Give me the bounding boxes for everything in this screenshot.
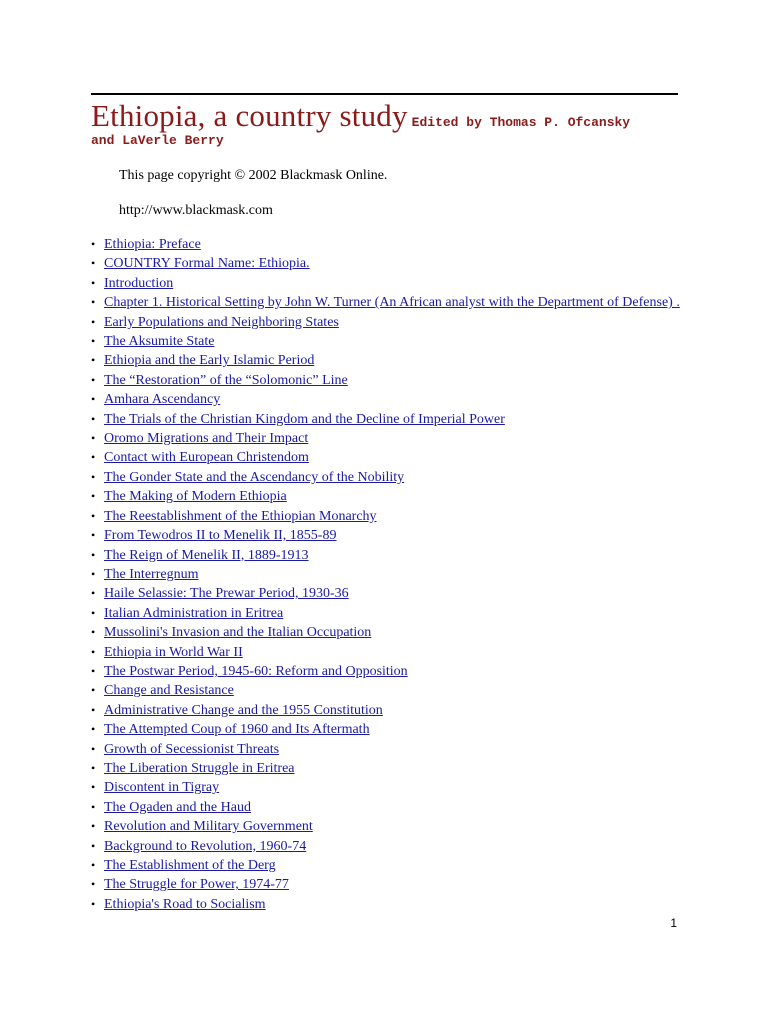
toc-link[interactable]: The Making of Modern Ethiopia: [104, 489, 287, 505]
document-title: Ethiopia, a country study: [91, 98, 408, 133]
bullet-icon: •: [91, 547, 96, 562]
copyright-notice: This page copyright © 2002 Blackmask Online.: [119, 168, 388, 183]
list-item: [91, 332, 681, 351]
toc-link[interactable]: The Struggle for Power, 1974-77: [104, 877, 289, 893]
bullet-icon: •: [91, 722, 96, 737]
toc-link[interactable]: Growth of Secessionist Threats: [104, 741, 280, 757]
toc-link[interactable]: Introduction: [104, 275, 174, 291]
toc-link[interactable]: The “Restoration” of the “Solomonic” Line: [104, 372, 348, 388]
bullet-icon: •: [91, 431, 96, 446]
toc-link[interactable]: The Trials of the Christian Kingdom and the Decline of Imperial Power: [104, 411, 505, 427]
list-item: [91, 565, 681, 584]
list-item: [91, 274, 681, 293]
document-title-block: [91, 100, 691, 147]
website-url: http://www.blackmask.com: [119, 203, 273, 218]
list-item: [91, 351, 681, 370]
bullet-icon: •: [91, 741, 96, 756]
bullet-icon: •: [91, 411, 96, 426]
list-item: [91, 701, 681, 720]
list-item: [91, 643, 681, 662]
bullet-icon: •: [91, 392, 96, 407]
list-item: [91, 546, 681, 565]
toc-link[interactable]: From Tewodros II to Menelik II, 1855-89: [104, 528, 337, 544]
list-item: [91, 662, 681, 681]
bullet-icon: •: [91, 314, 96, 329]
bullet-icon: •: [91, 760, 96, 775]
list-item: [91, 293, 681, 312]
list-item: [91, 235, 681, 254]
list-item: [91, 798, 681, 817]
bullet-icon: •: [91, 819, 96, 834]
toc-link[interactable]: Ethiopia and the Early Islamic Period: [104, 353, 315, 369]
bullet-icon: •: [91, 858, 96, 872]
list-item: [91, 487, 681, 506]
toc-link[interactable]: Haile Selassie: The Prewar Period, 1930-36: [104, 586, 349, 602]
toc-link[interactable]: Ethiopia's Road to Socialism: [104, 896, 266, 912]
bullet-icon: •: [91, 663, 96, 678]
bullet-icon: •: [91, 528, 96, 543]
editors-line-1: Edited by Thomas P. Ofcansky: [411, 115, 631, 130]
toc-link[interactable]: The Interregnum: [104, 566, 199, 582]
toc-link[interactable]: Mussolini's Invasion and the Italian Occupation: [104, 625, 372, 641]
list-item: [91, 526, 681, 545]
list-item: [91, 371, 681, 390]
toc-link[interactable]: The Aksumite State: [104, 334, 215, 350]
list-item: [91, 448, 681, 467]
bullet-icon: •: [91, 372, 96, 387]
top-horizontal-rule: [91, 93, 678, 95]
bullet-icon: •: [91, 353, 96, 368]
toc-link[interactable]: Ethiopia: Preface: [104, 237, 201, 252]
list-item: [91, 875, 681, 894]
toc-link[interactable]: Amhara Ascendancy: [104, 392, 221, 408]
bullet-icon: •: [91, 896, 96, 911]
list-item: [91, 429, 681, 448]
bullet-icon: •: [91, 469, 96, 484]
list-item: [91, 837, 681, 856]
toc-link[interactable]: The Postwar Period, 1945-60: Reform and Opposition: [104, 663, 408, 679]
list-item: [91, 759, 681, 778]
list-item: [91, 681, 681, 700]
list-item: [91, 623, 681, 642]
list-item: [91, 390, 681, 409]
bullet-icon: •: [91, 780, 96, 795]
toc-link[interactable]: Chapter 1. Historical Setting by John W. Turner (An African analyst with the Department of Defense) .: [104, 295, 680, 311]
list-item: [91, 254, 681, 273]
toc-link[interactable]: The Liberation Struggle in Eritrea: [104, 760, 295, 776]
toc-link[interactable]: Administrative Change and the 1955 Constitution: [104, 702, 383, 718]
list-item: [91, 740, 681, 759]
bullet-icon: •: [91, 799, 96, 814]
bullet-icon: •: [91, 489, 96, 504]
toc-link[interactable]: Revolution and Military Government: [104, 819, 313, 835]
bullet-icon: •: [91, 683, 96, 698]
list-item: [91, 468, 681, 487]
toc-link[interactable]: The Establishment of the Derg: [104, 858, 276, 873]
toc-link[interactable]: Oromo Migrations and Their Impact: [104, 431, 309, 447]
toc-link[interactable]: The Reign of Menelik II, 1889-1913: [104, 547, 309, 563]
bullet-icon: •: [91, 877, 96, 892]
list-item: [91, 584, 681, 603]
page-number: 1: [670, 916, 677, 930]
toc-link[interactable]: COUNTRY Formal Name: Ethiopia.: [104, 256, 310, 272]
table-of-contents: [91, 235, 681, 914]
bullet-icon: •: [91, 450, 96, 465]
bullet-icon: •: [91, 256, 96, 271]
list-item: [91, 720, 681, 739]
bullet-icon: •: [91, 838, 96, 853]
toc-link[interactable]: The Reestablishment of the Ethiopian Monarchy: [104, 508, 377, 524]
list-item: [91, 778, 681, 797]
toc-link[interactable]: Background to Revolution, 1960-74: [104, 838, 307, 854]
list-item: [91, 895, 681, 914]
bullet-icon: •: [91, 702, 96, 717]
list-item: [91, 817, 681, 836]
list-item: [91, 410, 681, 429]
toc-link[interactable]: Contact with European Christendom: [104, 450, 309, 466]
list-item: [91, 856, 681, 875]
list-item: [91, 604, 681, 623]
toc-link[interactable]: Italian Administration in Eritrea: [104, 605, 284, 621]
toc-link[interactable]: The Ogaden and the Haud: [104, 799, 251, 815]
bullet-icon: •: [91, 275, 96, 290]
editors-line-2: and LaVerle Berry: [91, 133, 224, 148]
toc-link[interactable]: Early Populations and Neighboring States: [104, 314, 339, 330]
toc-link[interactable]: The Attempted Coup of 1960 and Its Aftermath: [104, 722, 370, 738]
toc-link[interactable]: Change and Resistance: [104, 683, 234, 699]
toc-link[interactable]: The Gonder State and the Ascendancy of the Nobility: [104, 469, 405, 485]
bullet-icon: •: [91, 566, 96, 581]
toc-link[interactable]: Discontent in Tigray: [104, 780, 220, 796]
list-item: [91, 313, 681, 332]
list-item: [91, 507, 681, 526]
bullet-icon: •: [91, 295, 96, 310]
bullet-icon: •: [91, 586, 96, 601]
bullet-icon: •: [91, 508, 96, 523]
bullet-icon: •: [91, 334, 96, 349]
bullet-icon: •: [91, 237, 96, 251]
bullet-icon: •: [91, 644, 96, 659]
toc-link[interactable]: Ethiopia in World War II: [104, 644, 243, 660]
bullet-icon: •: [91, 605, 96, 620]
bullet-icon: •: [91, 625, 96, 640]
